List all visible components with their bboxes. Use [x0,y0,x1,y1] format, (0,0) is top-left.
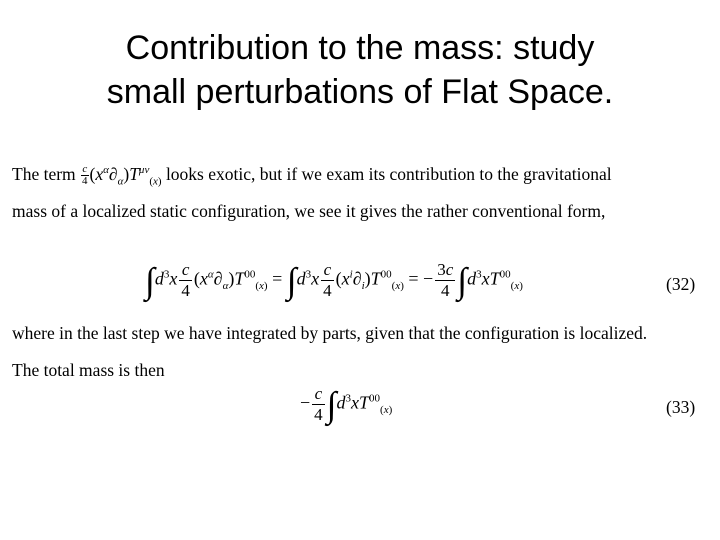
paragraph-localized: mass of a localized static configuration, we see it gives the rather conventional form, [12,201,606,221]
paragraph-total-mass: The total mass is then [12,360,165,380]
slide-title-line-1: Contribution to the mass: study [125,29,595,67]
equation-33-number: (33) [666,397,696,417]
inline-math-term: $\frac{c}{4}$ $(x^\alpha\partial_\alpha)T^{\mu\nu}_{(x)}$ [82,163,162,188]
equation-32-number: (32) [666,274,696,294]
paragraph-term-exotic [12,163,712,187]
slide-title [0,26,720,114]
paragraph-integration-by-parts: where in the last step we have integrated by parts, given that the configuration is localized. [12,323,648,343]
paragraph-text: The term [12,164,81,184]
paragraph-text: looks exotic, but if we exam its contribution to the gravitational [161,164,612,184]
equation-33: − $\frac{c}{4}$ $\int d^3xT^{00}_{(x)}$ [300,384,393,425]
equation-32: $\int d^3x$ $\frac{c}{4}$ $(x^\alpha\partial_\alpha)T^{00}_{(x)} = \int d^3x$ $\frac{c}{4}$ $(x^i\partial_i)T^{00}_{(x)}$ = − $\frac{3c}{4}$ $\int d^3xT^{00}_{(x)}$ [145,260,523,301]
slide-title-line-2: small perturbations of Flat Space. [106,73,614,111]
